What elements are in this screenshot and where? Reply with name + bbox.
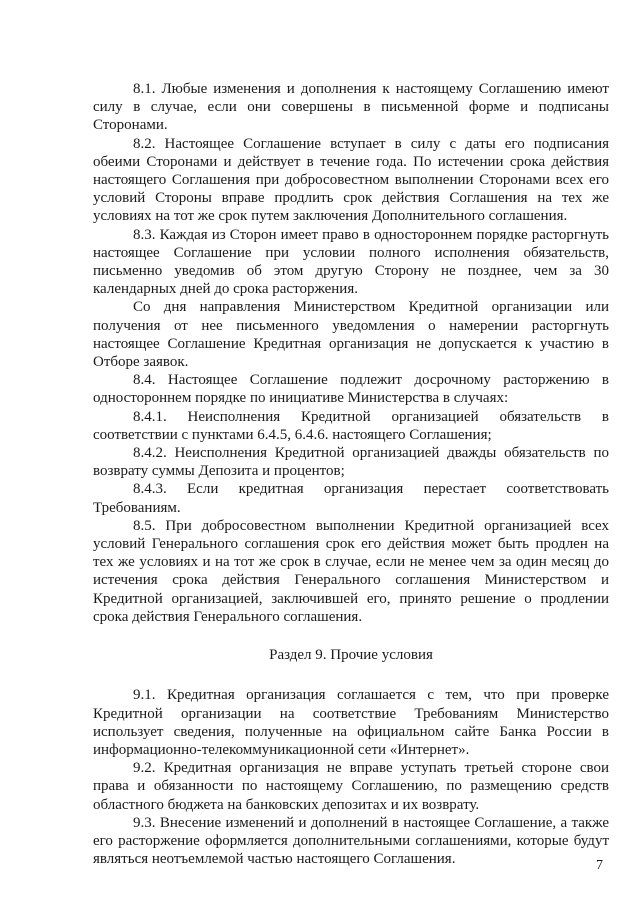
paragraph-9-1: 9.1. Кредитная организация соглашается с тем, что при проверке Кредитной организации на соответствие Требованиям Министерство использует сведения, полученные на официальном сайте Банка России в информационно-телекоммуникационной сети «Интернет». [93, 687, 609, 758]
section-9-heading: Раздел 9. Прочие условия [269, 647, 433, 664]
page-number: 7 [596, 858, 603, 873]
paragraph-9-2: 9.2. Кредитная организация не вправе уступать третьей стороне свои права и обязанности по настоящему Соглашению, по размещению средств областного бюджета на банковских депозитах и их возврату. [93, 760, 609, 813]
document-body [93, 80, 609, 868]
paragraph-8-1: 8.1. Любые изменения и дополнения к настоящему Соглашению имеют силу в случае, если они совершены в письменной форме и подписаны Сторонами. [93, 81, 609, 134]
paragraph-8-2: 8.2. Настоящее Соглашение вступает в силу с даты его подписания обеими Сторонами и действует в течение года. По истечении срока действия настоящего Соглашения при добросовестном выполнении Сторонами всех его условий Стороны вправе продлить срок действия Соглашения на тех же условиях на тот же срок путем заключения Дополнительного соглашения. [93, 135, 609, 225]
paragraph-8-4-3: 8.4.3. Если кредитная организация перестает соответствовать Требованиям. [93, 481, 609, 516]
paragraph-8-4-1: 8.4.1. Неисполнения Кредитной организацией обязательств в соответствии с пунктами 6.4.5, 6.4.6. настоящего Соглашения; [93, 408, 609, 443]
paragraph-8-3-continuation: Со дня направления Министерством Кредитной организации или получения от нее письменного уведомления о намерении расторгнуть настоящее Соглашение Кредитная организация не допускается к участию в Отборе заявок. [93, 299, 609, 371]
paragraph-8-4: 8.4. Настоящее Соглашение подлежит досрочному расторжению в одностороннем порядке по инициативе Министерства в случаях: [93, 372, 609, 407]
paragraph-8-4-2: 8.4.2. Неисполнения Кредитной организацией дважды обязательств по возврату суммы Депозита и процентов; [93, 445, 609, 480]
paragraph-9-3: 9.3. Внесение изменений и дополнений в настоящее Соглашение, а также его расторжение оформляется дополнительными соглашениями, которые будут являться неотъемлемой частью настоящего Соглашения. [93, 814, 609, 868]
paragraph-8-5: 8.5. При добросовестном выполнении Кредитной организацией всех условий Генерального соглашения срок его действия может быть продлен на тех же условиях и на тот же срок в случае, если не менее чем за один месяц до истечения срока действия Генерального соглашения Министерством и Кредитной организацией, заключившей его, принято решение о продлении срока действия Генерального соглашения. [93, 517, 609, 625]
paragraph-8-3: 8.3. Каждая из Сторон имеет право в одностороннем порядке расторгнуть настоящее Соглашение при условии полного исполнения обязательств, письменно уведомив об этом другую Сторону не позднее, чем за 30 календарных дней до срока расторжения. [93, 226, 609, 298]
